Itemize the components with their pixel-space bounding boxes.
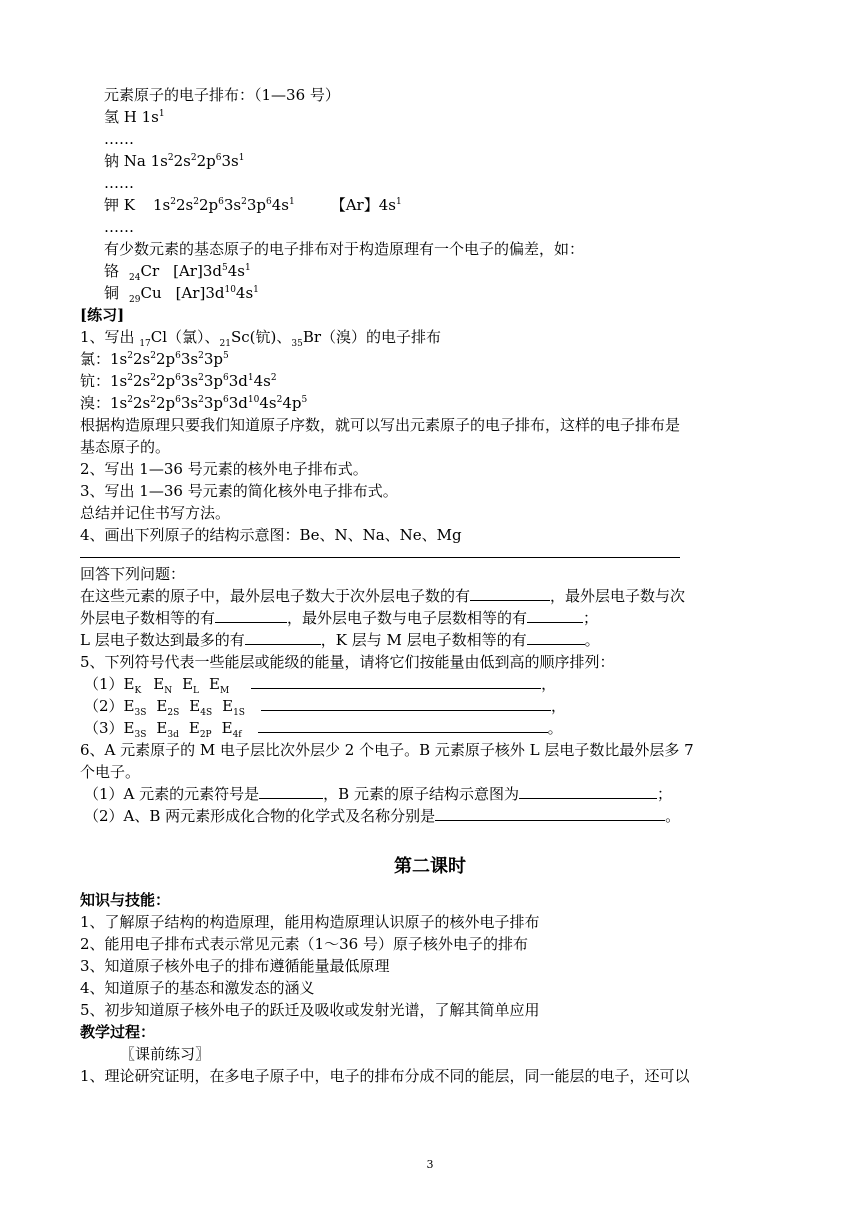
question-1: 1、写出 $_{17}$Cl（氯）、$_{21}$Sc(钪)、$_{35}$Br（溴）的电子排布: [80, 328, 442, 349]
question-6-line-2: 个电子。: [80, 763, 141, 781]
objective-item: 5、初步知道原子核外电子的跃迁及吸收或发射光谱，了解其简单应用: [80, 1001, 540, 1019]
lesson-two-title: 第二课时: [394, 856, 466, 877]
chlorine-config: 氯：$1s^22s^22p^63s^23p^5$: [80, 350, 229, 368]
page-number: 3: [426, 1158, 434, 1171]
intro-heading: 元素原子的电子排布：（1—36 号）: [104, 86, 340, 104]
answer-line-2: 外层电子数相等的有 ，最外层电子数与电子层数相等的有 ；: [80, 609, 599, 627]
answer-blank[interactable]: [245, 630, 321, 645]
answer-blank[interactable]: [258, 718, 548, 733]
answer-blank[interactable]: [527, 608, 583, 623]
question-5: 5、下列符号代表一些能层或能级的能量，请将它们按能量由低到高的顺序排列：: [80, 653, 615, 671]
bromine-config: 溴：$1s^22s^22p^63s^23p^63d^{10}4s^24p^5$: [80, 394, 308, 412]
answer-blank[interactable]: [519, 784, 657, 799]
teaching-process-heading: 教学过程：: [80, 1023, 156, 1041]
answer-blank[interactable]: [259, 784, 323, 799]
question-5-part-2: $(2)E_{3S}$ $E_{2S}$ $E_{4S}$ $E_{1S}$ ，: [84, 697, 566, 718]
answer-blank[interactable]: [215, 608, 287, 623]
question-3: 3、写出 1—36 号元素的简化核外电子排布式。: [80, 482, 398, 500]
question-5-part-3: $(3)E_{3S}$ $E_{3d}$ $E_{2P}$ $E_{4f}$ 。: [84, 719, 563, 740]
potassium-config: 钾 K $1s^22s^22p^63s^23p^64s^1$ 【Ar】$4s^1$: [104, 196, 402, 214]
ellipsis: ……: [104, 174, 134, 192]
hydrogen-config: 氢 H $1s^1$: [104, 108, 165, 126]
pre-class-question-1: 1、理论研究证明，在多电子原子中，电子的排布分成不同的能层，同一能层的电子，还可以: [80, 1067, 690, 1085]
document-page: [80, 84, 780, 1087]
potassium-short-config: 【Ar】4s: [330, 196, 396, 214]
answer-blank[interactable]: [470, 586, 550, 601]
objective-item: 2、能用电子排布式表示常见元素（1～36 号）原子核外电子的排布: [80, 935, 528, 953]
objective-item: 4、知道原子的基态和激发态的涵义: [80, 979, 315, 997]
question-6-line-1: 6、A 元素原子的 M 电子层比次外层少 2 个电子。B 元素原子核外 L 层电子数比最外层多 7: [80, 741, 694, 759]
chromium-config: 铬 $_{24}$Cr $[Ar]3d^54s^1$: [104, 262, 251, 283]
answer-blank[interactable]: [251, 674, 541, 689]
sodium-config: 钠 Na $1s^22s^22p^63s^1$: [104, 152, 245, 170]
question-4: 4、画出下列原子的结构示意图：Be、N、Na、Ne、Mg: [80, 526, 462, 544]
answer-line-3: L 层电子数达到最多的有 ，K 层与 M 层电子数相等的有 。: [80, 631, 600, 649]
answer-title: 回答下列问题：: [80, 565, 186, 583]
objective-item: 3、知道原子核外电子的排布遵循能量最低原理: [80, 957, 390, 975]
answer-blank[interactable]: [527, 630, 585, 645]
knowledge-skills-heading: 知识与技能：: [80, 891, 171, 909]
ellipsis: ……: [104, 218, 134, 236]
question-6-part-1: （1）A 元素的元素符号是 ，B 元素的原子结构示意图为 ；: [84, 785, 672, 803]
answer-line-1: 在这些元素的原子中，最外层电子数大于次外层电子数的有 ，最外层电子数与次: [80, 587, 686, 605]
question-6-part-2: （2）A、B 两元素形成化合物的化学式及名称分别是 。: [84, 807, 681, 825]
practice-title: [练习]: [80, 306, 125, 324]
scandium-config: 钪：$1s^22s^22p^63s^23p^63d^14s^2$: [80, 372, 277, 390]
note-line-2: 基态原子的。: [80, 438, 171, 456]
objective-item: 1、了解原子结构的构造原理，能用构造原理认识原子的核外电子排布: [80, 913, 540, 931]
note-line-1: 根据构造原理只要我们知道原子序数，就可以写出元素原子的电子排布，这样的电子排布是: [80, 416, 681, 434]
drawing-answer-line: [80, 556, 680, 558]
ellipsis: ……: [104, 130, 134, 148]
answer-blank[interactable]: [261, 696, 551, 711]
question-5-part-1: $(1)E_K$ $E_N$ $E_L$ $E_M$ ，: [84, 675, 557, 696]
question-2: 2、写出 1—36 号元素的核外电子排布式。: [80, 460, 368, 478]
deviation-note: 有少数元素的基态原子的电子排布对于构造原理有一个电子的偏差，如：: [104, 240, 585, 258]
copper-config: 铜 $_{29}$Cu $[Ar]3d^{10}4s^1$: [104, 284, 259, 305]
pre-class-exercise-heading: 〖课前练习〗: [120, 1045, 211, 1063]
summary-line: 总结并记住书写方法。: [80, 504, 231, 522]
answer-blank[interactable]: [435, 806, 665, 821]
